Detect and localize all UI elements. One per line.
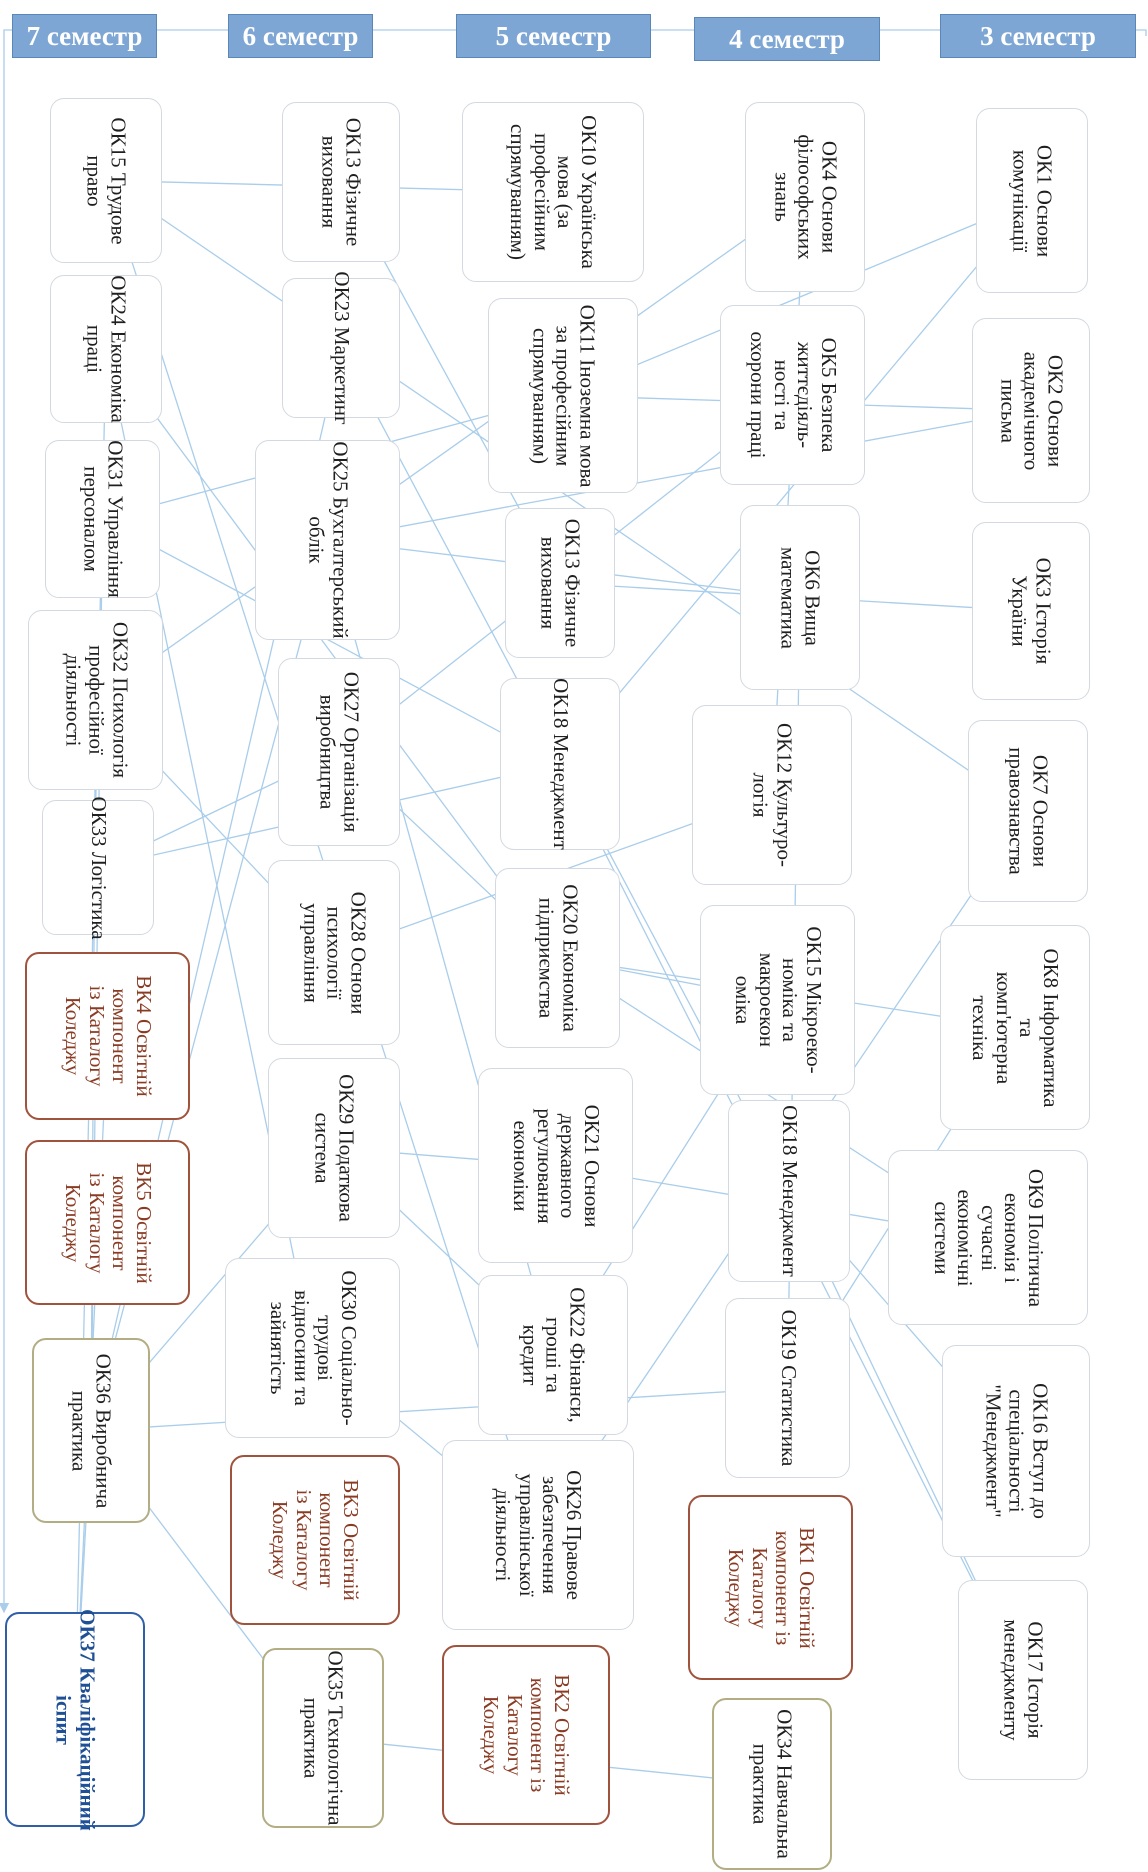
- course-label-ok5: ОК5 Безпека життєдіяль- ності та охорони праці: [745, 331, 841, 459]
- course-box-ok33: [42, 795, 154, 940]
- course-box-ok2: [972, 318, 1090, 503]
- course-box-ok29: [268, 1058, 400, 1238]
- course-label-ok31: ОК31 Управління персоналом: [79, 440, 128, 598]
- course-label-ok24: ОК24 Економіка праці: [83, 275, 131, 423]
- elective-box-vk4: [25, 952, 190, 1120]
- course-box-ok15-labor-law: [50, 98, 162, 263]
- elective-box-vk5: [25, 1140, 190, 1305]
- course-label-ok11: ОК11 Іноземна мова за професійним спрямуванням): [528, 304, 600, 487]
- course-label-ok15-labor-law: ОК15 Трудове право: [83, 116, 131, 245]
- course-box-ok9: [888, 1150, 1088, 1325]
- elective-label-vk4: ВК4 Освітній компонент із Каталогу Коледжу: [60, 975, 156, 1097]
- course-label-ok9: ОК9 Політична економія і сучасні економічні системи: [929, 1168, 1048, 1307]
- course-label-ok21: ОК21 Основи державного регулювання економіки: [508, 1104, 604, 1227]
- course-box-ok24: [50, 275, 162, 423]
- course-label-ok30: ОК30 Соціально- трудові відносини та зайнятість: [265, 1270, 361, 1426]
- course-box-ok8: [940, 925, 1090, 1130]
- course-label-ok23: ОК23 Маркетинг: [329, 271, 354, 425]
- course-box-ok13-sem6: [282, 102, 400, 262]
- course-label-ok18-sem5: ОК18 Менеджмент: [548, 678, 573, 850]
- course-box-ok23: [282, 271, 400, 425]
- prerequisite-arrow: [91, 1388, 788, 1431]
- course-label-ok29: ОК29 Податкова система: [311, 1074, 359, 1222]
- course-label-ok16: ОК16 Вступ до спеціальності "Менеджмент": [981, 1383, 1053, 1519]
- course-box-ok5: [720, 305, 865, 485]
- exam-label-ok37: ОК37 Кваліфікаційний іспит: [52, 1608, 100, 1831]
- elective-box-vk1: [688, 1495, 853, 1680]
- course-label-ok20: ОК20 Економіка підприємства: [534, 884, 583, 1032]
- course-box-ok19: [725, 1298, 850, 1478]
- course-box-ok17: [958, 1580, 1088, 1780]
- course-box-ok21: [478, 1068, 633, 1263]
- elective-label-vk2: ВК2 Освітній компонент із Каталогу Коледжу: [479, 1674, 575, 1796]
- course-label-ok13-sem6: ОК13 Фізичне виховання: [318, 117, 366, 247]
- course-label-ok28: ОК28 Основи психології управління: [299, 891, 371, 1014]
- course-label-ok1: ОК1 Основи комунікації: [1009, 144, 1057, 257]
- header-semester-4: 4 семестр: [694, 17, 880, 61]
- practice-box-ok36: [32, 1338, 150, 1523]
- course-box-ok30: [225, 1258, 400, 1438]
- header-semester-3: 3 семестр: [940, 14, 1136, 58]
- course-label-ok19: ОК19 Статистика: [776, 1309, 801, 1467]
- practice-label-ok35: ОК35 Технологічна практика: [300, 1650, 348, 1826]
- practice-label-ok36: ОК36 Виробнича практика: [68, 1353, 116, 1508]
- course-box-ok11: [488, 298, 638, 493]
- course-box-ok16: [942, 1345, 1090, 1557]
- practice-box-ok34: [712, 1698, 832, 1870]
- course-label-ok26: ОК26 Правове забезпечення управлінської діяльності: [491, 1470, 587, 1600]
- course-box-ok7: [968, 720, 1088, 902]
- course-box-ok32: [28, 610, 163, 790]
- header-semester-6: 6 семестр: [228, 14, 373, 58]
- exam-box-ok37: [5, 1608, 145, 1831]
- course-label-ok4: ОК4 Основи філософських знань: [770, 134, 842, 260]
- course-box-ok1: [976, 108, 1088, 293]
- course-box-ok15-micro: [700, 905, 855, 1095]
- course-label-ok15-micro: ОК15 Мікроеко- номіка та макроекон оміка: [730, 926, 826, 1074]
- course-box-ok25: [255, 440, 400, 640]
- prerequisite-arrow: [96, 197, 806, 700]
- elective-label-vk3: ВК3 Освітній компонент із Каталогу Коледжу: [268, 1479, 364, 1601]
- course-box-ok27: [278, 658, 400, 846]
- practice-box-ok35: [262, 1648, 384, 1828]
- course-box-ok3: [972, 522, 1090, 700]
- course-box-ok31: [45, 440, 160, 598]
- course-label-ok33: ОК33 Логістика: [86, 795, 111, 940]
- course-label-ok6: ОК6 Вища математика: [777, 546, 825, 649]
- course-box-ok6: [740, 505, 860, 690]
- course-box-ok18-sem5: [500, 678, 620, 850]
- course-label-ok12: ОК12 Культуро- логія: [749, 722, 797, 868]
- course-box-ok18-sem4: [728, 1100, 850, 1282]
- course-box-ok12: [692, 705, 852, 885]
- elective-label-vk5: ВК5 Освітній компонент із Каталогу Коледжу: [60, 1161, 156, 1284]
- course-box-ok28: [268, 860, 400, 1045]
- course-label-ok22: ОК22 Фінанси, гроші та кредит: [518, 1287, 590, 1423]
- course-label-ok25: ОК25 Бухгалтерський облік: [304, 441, 353, 639]
- course-label-ok17: ОК17 Історія менеджменту: [1000, 1619, 1048, 1741]
- course-label-ok27: ОК27 Організація виробництва: [316, 671, 364, 833]
- course-label-ok18-sem4: ОК18 Менеджмент: [777, 1105, 802, 1277]
- course-label-ok3: ОК3 Історія України: [1008, 557, 1056, 665]
- elective-box-vk2: [442, 1645, 610, 1825]
- course-label-ok32: ОК32 Психологія професійної діяльності: [60, 621, 132, 779]
- course-box-ok22: [478, 1275, 628, 1435]
- header-semester-5: 5 семестр: [456, 14, 651, 58]
- course-label-ok7: ОК7 Основи правознавства: [1005, 747, 1053, 875]
- course-label-ok2: ОК2 Основи академічного письма: [996, 351, 1068, 470]
- course-label-ok10: ОК10 Українська мова (за професійним спрямуванням): [506, 115, 602, 269]
- practice-label-ok34: ОК34 Навчальна практика: [749, 1709, 797, 1859]
- header-semester-7: 7 семестр: [12, 14, 157, 58]
- course-box-ok4: [745, 102, 865, 292]
- course-box-ok20: [495, 868, 620, 1048]
- elective-box-vk3: [230, 1455, 400, 1625]
- course-box-ok13-sem5: [505, 508, 615, 658]
- course-box-ok26: [442, 1440, 634, 1630]
- elective-label-vk1: ВК1 Освітній компонент із Каталогу Коледжу: [723, 1526, 819, 1649]
- course-box-ok10: [462, 102, 644, 282]
- course-label-ok13-sem5: ОК13 Фізичне виховання: [537, 518, 585, 648]
- course-label-ok8: ОК8 Інформатика та комп'ютерна техніка: [968, 947, 1064, 1108]
